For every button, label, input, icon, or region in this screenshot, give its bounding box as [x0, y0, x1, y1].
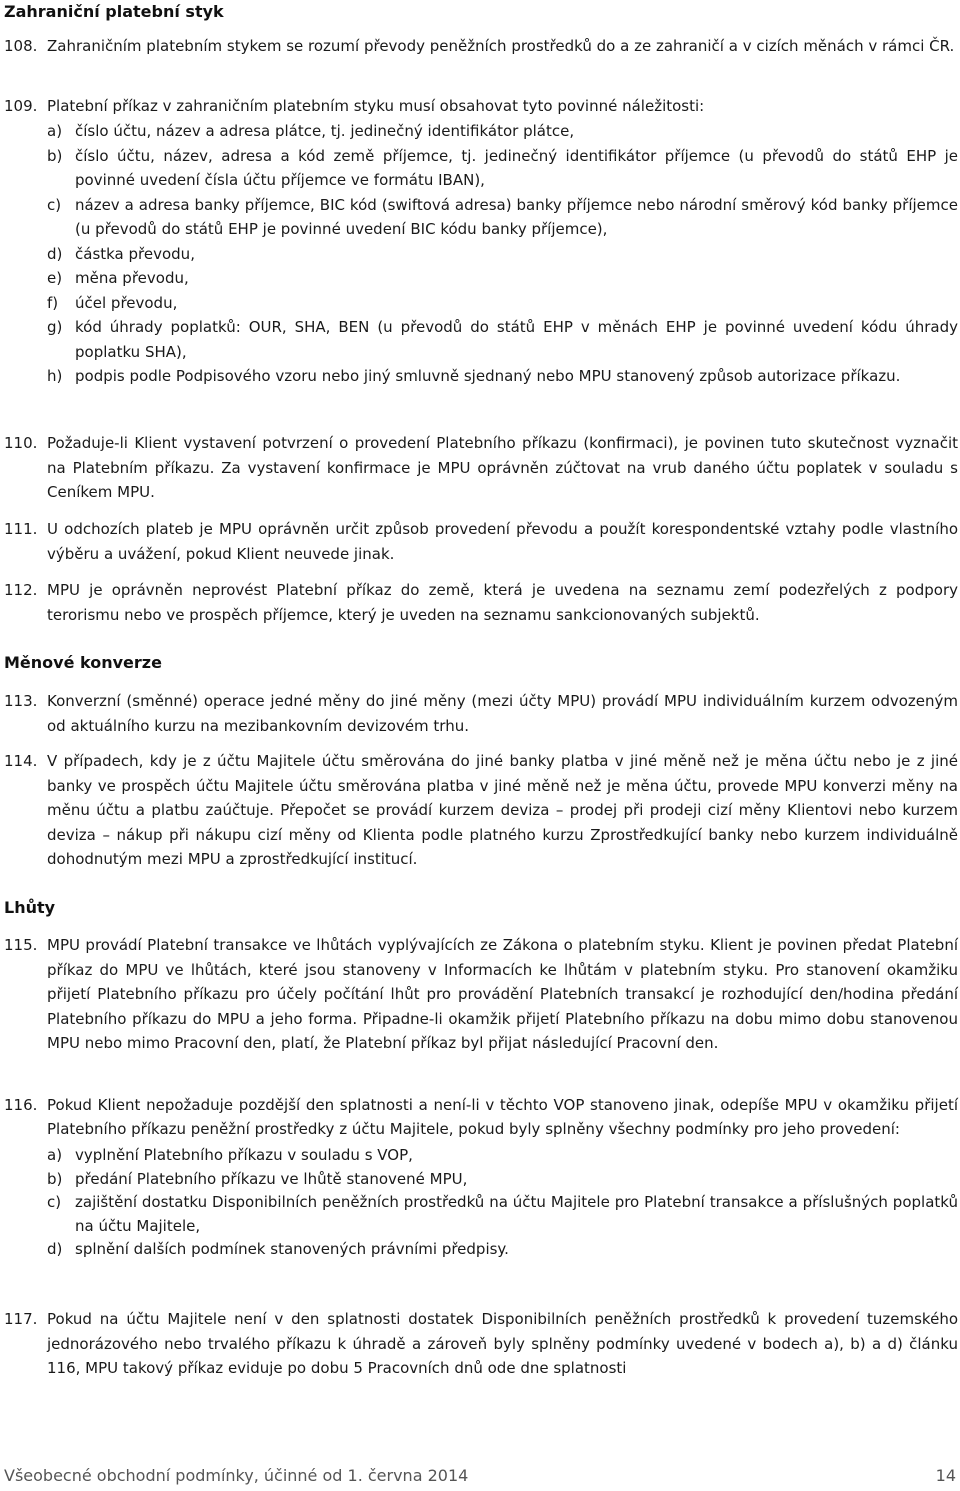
- paragraph-text: Pokud Klient nepožaduje pozdější den splatnosti a není-li v těchto VOP stanoveno jinak, odepíše MPU v okamžiku přijetí Platebního příkazu peněžní prostředky z účtu Majitele, pokud byly splněny všechny podmínky pro jeho provedení:: [47, 1096, 958, 1138]
- paragraph-number: 110.: [4, 434, 38, 452]
- list-item-label: h): [47, 367, 63, 385]
- paragraph-text: Pokud na účtu Majitele není v den splatnosti dostatek Disponibilních peněžních prostředků k provedení tuzemského jednorázového nebo trvalého příkazu k úhradě a zároveň byly splněny podmínky uvedené v bodech a), b) a d) článku 116, MPU takový příkaz eviduje po dobu 5 Pracovních dnů ode dne splatnosti: [47, 1310, 958, 1377]
- paragraph-text: MPU provádí Platební transakce ve lhůtách vyplývajících ze Zákona o platebním styku. Klient je povinen předat Platební příkaz do MPU ve lhůtách, které jsou stanoveny v Informacích ke lhůtám v platebním styku. Pro stanovení okamžiku přijetí Platebního příkazu pro účely počítání lhůt pro provádění Platebních transakcí je rozhodující den/hodina předání Platebního příkazu do MPU a jeho forma. Připadne-li okamžik přijetí Platebního příkazu na dobu mimo dobu stanovenou MPU nebo mimo Pracovní den, platí, že Platební příkaz byl přijat následující Pracovní den.: [47, 936, 958, 1052]
- list-item-label: a): [47, 122, 63, 140]
- list-item: [47, 1168, 958, 1192]
- list-item-label: d): [47, 244, 63, 263]
- paragraph-number: 108.: [4, 37, 38, 55]
- list-item: [47, 242, 958, 267]
- section-heading-payments: Zahraniční platební styk: [4, 2, 224, 21]
- paragraph-text: Požaduje-li Klient vystavení potvrzení o provedení Platebního příkazu (konfirmaci), je povinen tuto skutečnost vyznačit na Platebním příkazu. Za vystavení konfirmace je MPU oprávněn zúčtovat na vrub daného účtu poplatek v souladu s Ceníkem MPU.: [47, 434, 958, 501]
- paragraph-number: 112.: [4, 581, 38, 599]
- paragraph-114: [4, 749, 958, 872]
- list-item-label: a): [47, 1146, 63, 1164]
- list-item: [47, 193, 958, 242]
- list-item-text: splnění dalších podmínek stanovených právními předpisy.: [75, 1240, 509, 1258]
- paragraph-text: Konverzní (směnné) operace jedné měny do jiné měny (mezi účty MPU) provádí MPU individuálním kurzem odvozeným od aktuálního kurzu na mezibankovním devizovém trhu.: [47, 692, 958, 735]
- paragraph-number: 114.: [4, 752, 38, 770]
- paragraph-110: [4, 431, 958, 505]
- list-item-text: zajištění dostatku Disponibilních peněžních prostředků na účtu Majitele pro Platební transakce a příslušných poplatků na účtu Majitele,: [75, 1193, 958, 1235]
- list-item: [47, 1191, 958, 1238]
- list-item-text: číslo účtu, název, adresa a kód země příjemce, tj. jedinečný identifikátor příjemce (u převodů do států EHP je povinné uvedení čísla účtu příjemce ve formátu IBAN),: [75, 146, 958, 189]
- paragraph-109: [4, 94, 958, 389]
- list-item-label: c): [47, 1193, 62, 1211]
- list-item-text: vyplnění Platebního příkazu v souladu s VOP,: [75, 1146, 413, 1164]
- paragraph-117: [4, 1307, 958, 1381]
- list-item-text: částka převodu,: [75, 244, 195, 263]
- section-heading-currency: Měnové konverze: [4, 653, 162, 672]
- paragraph-number: 111.: [4, 520, 38, 538]
- paragraph-text: MPU je oprávněn neprovést Platební příkaz do země, která je uvedena na seznamu zemí podezřelých z podpory terorismu nebo ve prospěch příjemce, který je uveden na seznamu sankcionovaných subjektů.: [47, 581, 958, 624]
- paragraph-number: 115.: [4, 936, 38, 954]
- list-item-text: kód úhrady poplatků: OUR, SHA, BEN (u převodů do států EHP v měnách EHP je povinné uvedení kódu úhrady poplatku SHA),: [75, 318, 958, 361]
- list-item: [47, 266, 958, 291]
- footer-page-number: 14: [935, 1466, 956, 1485]
- paragraph-text: U odchozích plateb je MPU oprávněn určit způsob provedení převodu a použít korespondentské vztahy podle vlastního výběru a uvážení, pokud Klient neuvede jinak.: [47, 520, 958, 563]
- paragraph-113: [4, 689, 958, 738]
- paragraph-115: [4, 933, 958, 1056]
- list-item: [47, 1144, 958, 1168]
- list-item: [47, 144, 958, 193]
- list-item-label: b): [47, 146, 63, 165]
- list-item-label: d): [47, 1240, 63, 1258]
- paragraph-108: [4, 34, 958, 59]
- paragraph-text: Platební příkaz v zahraničním platebním styku musí obsahovat tyto povinné náležitosti:: [47, 97, 705, 115]
- list-item-text: číslo účtu, název a adresa plátce, tj. jedinečný identifikátor plátce,: [75, 122, 575, 140]
- list-item-text: název a adresa banky příjemce, BIC kód (swiftová adresa) banky příjemce nebo národní směrový kód banky příjemce (u převodů do států EHP je povinné uvedení BIC kódu banky příjemce),: [75, 195, 958, 238]
- list-item-text: účel převodu,: [75, 293, 178, 312]
- paragraph-number: 116.: [4, 1096, 38, 1114]
- list-item-label: g): [47, 318, 63, 336]
- paragraph-number: 113.: [4, 692, 38, 710]
- paragraph-number: 109.: [4, 97, 38, 115]
- list-item: [47, 1238, 958, 1262]
- footer-document-title: Všeobecné obchodní podmínky, účinné od 1. června 2014: [4, 1466, 469, 1485]
- list-item-label: b): [47, 1169, 63, 1188]
- list-item-text: měna převodu,: [75, 269, 189, 287]
- paragraph-text: Zahraničním platebním stykem se rozumí převody peněžních prostředků do a ze zahraničí a v cizích měnách v rámci ČR.: [47, 37, 955, 55]
- paragraph-116: [4, 1094, 958, 1262]
- section-heading-deadlines: Lhůty: [4, 898, 56, 917]
- paragraph-text: V případech, kdy je z účtu Majitele účtu směrována do jiné banky platba v jiné měně než je měna účtu nebo je z jiné banky ve prospěch účtu Majitele účtu směrována platba v jiné měně než je měna účtu, provede MPU konverzi měny na měnu účtu a platbu zaúčtuje. Přepočet se provádí kurzem deviza – prodej při prodeji cizí měny Klientovi nebo kurzem deviza – nákup při nákupu cizí měny od Klienta podle platného kurzu Zprostředkující banky nebo kurzem individuálně dohodnutým mezi MPU a zprostředkující institucí.: [47, 752, 958, 868]
- paragraph-111: [4, 517, 958, 566]
- list-item: [47, 119, 958, 144]
- list-item-label: c): [47, 195, 62, 214]
- list-item-text: podpis podle Podpisového vzoru nebo jiný smluvně sjednaný nebo MPU stanovený způsob autorizace příkazu.: [75, 367, 901, 385]
- list-item: [47, 364, 958, 389]
- list-item-label: e): [47, 269, 63, 287]
- list-item: [47, 315, 958, 364]
- list-item: [47, 291, 958, 316]
- list-item-label: f): [47, 293, 59, 312]
- list-item-text: předání Platebního příkazu ve lhůtě stanovené MPU,: [75, 1169, 468, 1188]
- paragraph-number: 117.: [4, 1310, 38, 1328]
- paragraph-112: [4, 578, 958, 627]
